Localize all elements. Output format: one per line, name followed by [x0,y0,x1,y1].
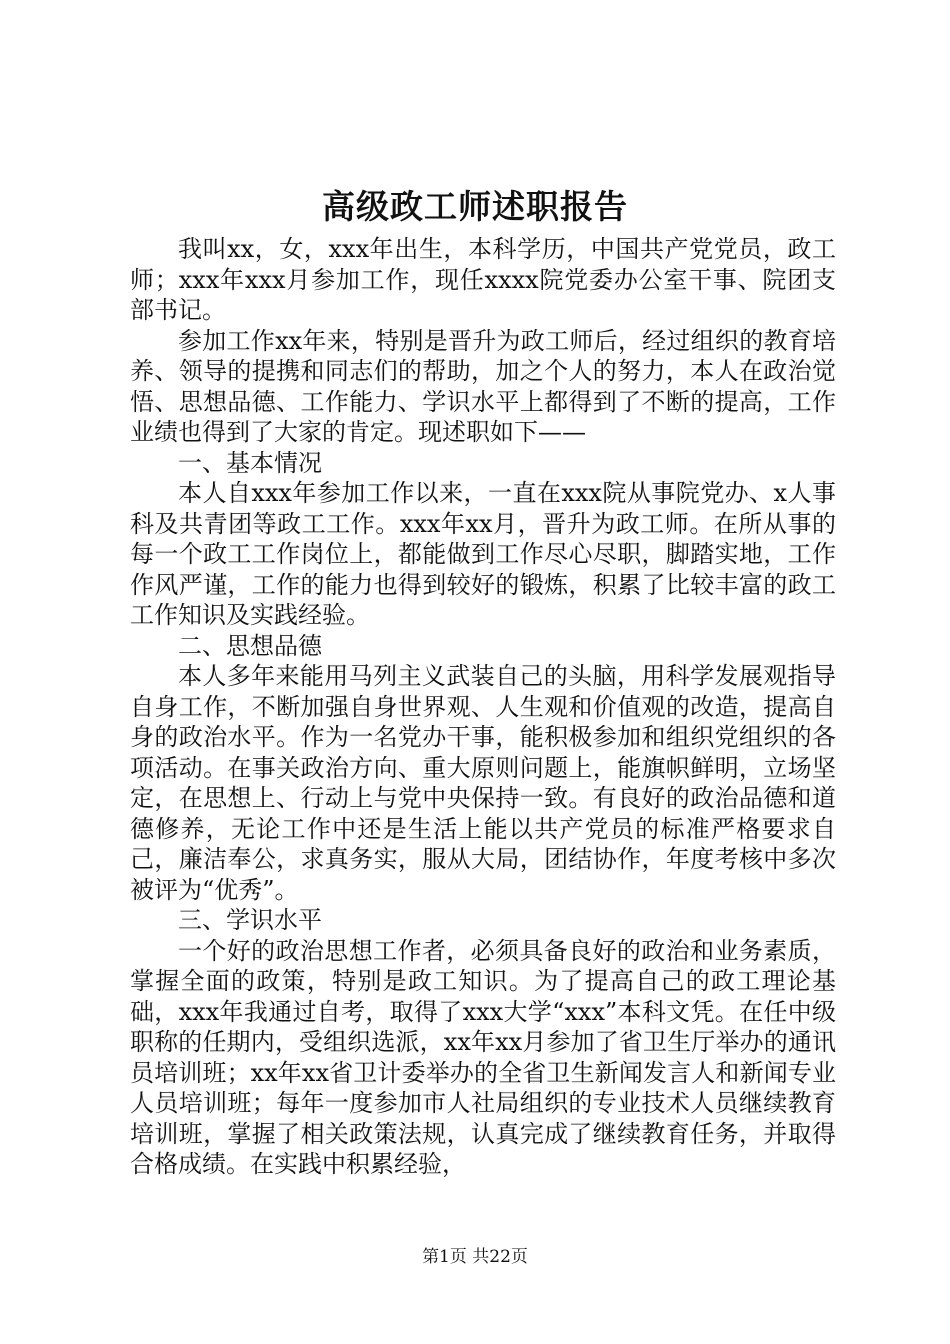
paragraph-intro: 我叫xx，女，xxx年出生，本科学历，中国共产党党员，政工师；xxx年xxx月参加工作，现任xxxx院党委办公室干事、院团支部书记。 [130,235,836,324]
paragraph-knowledge: 一个好的政治思想工作者，必须具备良好的政治和业务素质，掌握全面的政策，特别是政工知识。为了提高自己的政工理论基础，xxx年我通过自考，取得了xxx大学“xxx”本科文凭。在任中级职称的任期内，受组织选派，xx年xx月参加了省卫生厅举办的通讯员培训班；xx年xx省卫计委举办的全省卫生新闻发言人和新闻专业人员培训班；每年一度参加市人社局组织的专业技术人员继续教育培训班，掌握了相关政策法规，认真完成了继续教育任务，并取得合格成绩。在实践中积累经验， [130,936,836,1178]
section-heading-ideology: 二、思想品德 [178,631,322,660]
page-number-footer: 第1页 共22页 [422,1247,528,1267]
paragraph-ideology: 本人多年来能用马列主义武装自己的头脑，用科学发展观指导自身工作，不断加强自身世界观、人生观和价值观的改造，提高自身的政治水平。作为一名党办干事，能积极参加和组织党组织的各项活动。在事关政治方向、重大原则问题上，能旗帜鲜明，立场坚定，在思想上、行动上与党中央保持一致。有良好的政治品德和道德修养，无论工作中还是生活上能以共产党员的标准严格要求自己，廉洁奉公，求真务实，服从大局，团结协作，年度考核中多次被评为“优秀”。 [130,662,836,904]
section-heading-basic: 一、基本情况 [178,448,322,477]
paragraph-basic: 本人自xxx年参加工作以来，一直在xxx院从事院党办、x人事科及共青团等政工工作。xxx年xx月，晋升为政工师。在所从事的每一个政工工作岗位上，都能做到工作尽心尽职，脚踏实地，工作作风严谨，工作的能力也得到较好的锻炼，积累了比较丰富的政工工作知识及实践经验。 [130,479,836,629]
document-title: 高级政工师述职报告 [322,187,628,226]
section-heading-knowledge: 三、学识水平 [178,906,322,934]
document-body [130,234,836,1180]
paragraph-overview: 参加工作xx年来，特别是晋升为政工师后，经过组织的教育培养、领导的提携和同志们的帮助，加之个人的努力，本人在政治觉悟、思想品德、工作能力、学识水平上都得到了不断的提高，工作业绩也得到了大家的肯定。现述职如下—— [130,326,836,446]
